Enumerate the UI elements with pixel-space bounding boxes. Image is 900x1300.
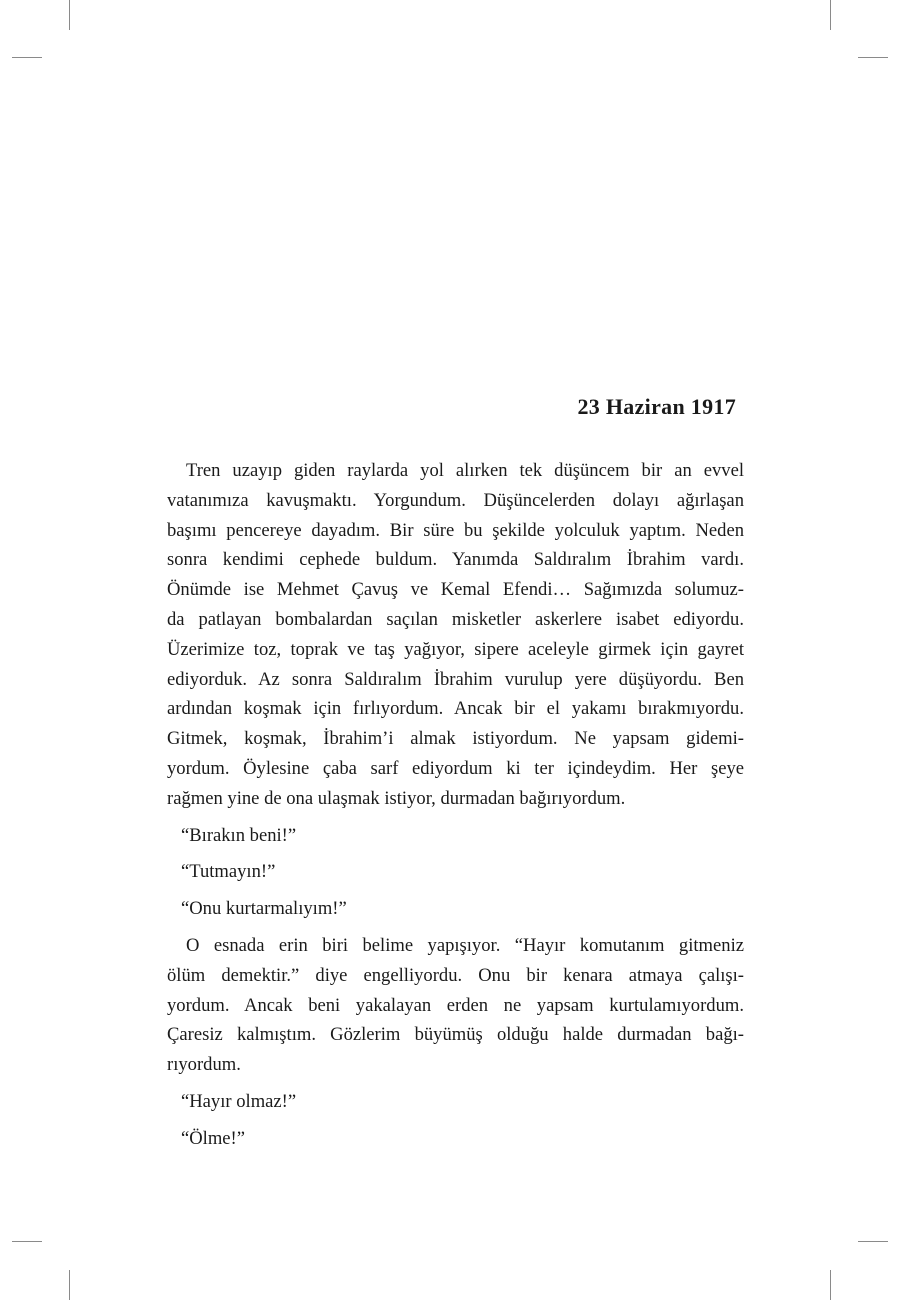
dialog-line: “Tutmayın!” <box>181 861 276 883</box>
text-line: başımı pencereye dayadım. Bir süre bu şekilde yolculuk yaptım. Neden <box>167 519 744 541</box>
dialog-line: “Onu kurtarmalıyım!” <box>181 898 347 920</box>
text-line: ardından koşmak için fırlıyordum. Ancak bir el yakamı bırakmıyordu. <box>167 698 744 720</box>
text-line: vatanımıza kavuşmaktı. Yorgundum. Düşüncelerden dolayı ağırlaşan <box>167 489 744 511</box>
dialog-line: “Bırakın beni!” <box>181 824 297 846</box>
page-body <box>167 456 744 1154</box>
text-line: Tren uzayıp giden raylarda yol alırken tek düşüncem bir an evvel <box>186 460 744 481</box>
text-line: sonra kendimi cephede buldum. Yanımda Saldıralım İbrahim vardı. <box>167 549 744 571</box>
chapter-title: 23 Haziran 1917 <box>577 394 736 419</box>
crop-mark-left-top <box>12 57 42 58</box>
crop-mark-right-bottom <box>858 1241 888 1242</box>
text-line: rıyordum. <box>167 1054 241 1076</box>
text-line: yordum. Öylesine çaba sarf ediyordum ki ter içindeydim. Her şeye <box>167 757 744 779</box>
crop-mark-bottom-left <box>69 1270 70 1300</box>
crop-mark-right-top <box>858 57 888 58</box>
crop-mark-bottom-right <box>830 1270 831 1300</box>
text-line: Üzerimize toz, toprak ve taş yağıyor, sipere aceleyle girmek için gayret <box>167 638 744 660</box>
text-line: Gitmek, koşmak, İbrahim’i almak istiyordum. Ne yapsam gidemi- <box>167 728 744 750</box>
text-line: ölüm demektir.” diye engelliyordu. Onu bir kenara atmaya çalışı- <box>167 964 744 986</box>
paragraph-1 <box>167 456 744 814</box>
crop-mark-left-bottom <box>12 1241 42 1242</box>
crop-mark-top-right <box>830 0 831 30</box>
crop-mark-top-left <box>69 0 70 30</box>
text-line: ediyorduk. Az sonra Saldıralım İbrahim vurulup yere düşüyordu. Ben <box>167 668 744 690</box>
paragraph-2 <box>167 931 744 1080</box>
text-line: O esnada erin biri belime yapışıyor. “Hayır komutanım gitmeniz <box>186 934 744 956</box>
text-line: Çaresiz kalmıştım. Gözlerim büyümüş olduğu halde durmadan bağı- <box>167 1024 744 1046</box>
text-line: da patlayan bombalardan saçılan misketler askerlere isabet ediyordu. <box>167 608 744 630</box>
dialog-line: “Ölme!” <box>181 1127 246 1149</box>
text-line: yordum. Ancak beni yakalayan erden ne yapsam kurtulamıyordum. <box>167 994 744 1016</box>
text-line: Önümde ise Mehmet Çavuş ve Kemal Efendi… Sağımızda solumuz- <box>167 579 744 601</box>
text-line: rağmen yine de ona ulaşmak istiyor, durmadan bağırıyordum. <box>167 787 626 809</box>
dialog-line: “Hayır olmaz!” <box>181 1090 297 1112</box>
